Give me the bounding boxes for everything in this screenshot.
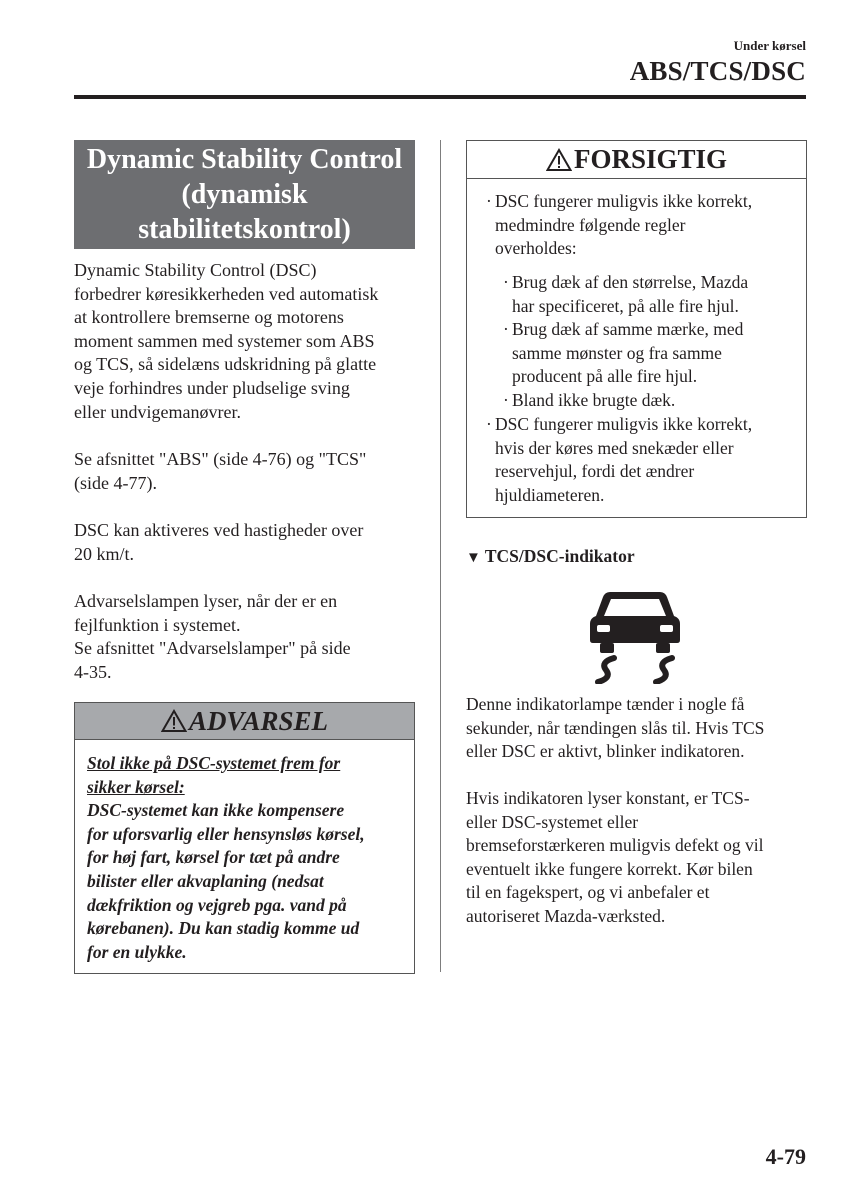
column-divider <box>440 140 441 972</box>
text-line: Se afsnittet "Advarselslamper" på side <box>74 638 351 659</box>
warning-line: for høj fart, kørsel for tæt på andre <box>87 847 340 868</box>
page-number: 4-79 <box>765 1144 806 1169</box>
warning-lead-line: Stol ikke på DSC-systemet frem for <box>87 753 341 773</box>
caution-item <box>486 413 753 507</box>
text-line: reservehjul, fordi det ændrer <box>495 461 695 482</box>
intro-paragraph <box>74 259 378 424</box>
bullet: · <box>503 319 509 339</box>
text-line: DSC fungerer muligvis ikke korrekt, <box>495 414 753 434</box>
triangle-marker-icon: ▼ <box>466 550 481 566</box>
text-line: bremseforstærkeren muligvis defekt og vil <box>466 835 764 856</box>
warning-title: ADVARSEL <box>188 706 329 736</box>
indicator-paragraph-2 <box>466 787 763 929</box>
text-line: har specificeret, på alle fire hjul. <box>512 295 739 316</box>
caution-header <box>467 141 806 179</box>
text-line: Bland ikke brugte dæk. <box>512 390 676 410</box>
section-heading <box>74 140 415 249</box>
bullet: · <box>486 191 492 211</box>
indicator-paragraph-1 <box>466 693 764 764</box>
text-line: 4-35. <box>74 661 112 682</box>
text-line: eventuelt ikke fungere korrekt. Kør bilen <box>466 858 753 879</box>
text-line: hvis der køres med snekæder eller <box>495 437 734 458</box>
header-rule <box>74 95 806 99</box>
tcs-dsc-skid-car-icon <box>588 588 682 684</box>
see-abs-paragraph <box>74 448 366 495</box>
section-heading-line: stabilitetskontrol) <box>138 214 351 245</box>
text-line: medmindre følgende regler <box>495 214 686 235</box>
text-line: Denne indikatorlampe tænder i nogle få <box>466 694 745 714</box>
bullet: · <box>503 272 509 292</box>
caution-subitem <box>503 389 676 413</box>
caution-subitem <box>503 271 749 318</box>
text-line: Advarselslampen lyser, når der er en <box>74 591 338 611</box>
text-line: moment sammen med systemer som ABS <box>74 330 375 351</box>
text-line: Hvis indikatoren lyser konstant, er TCS- <box>466 788 750 808</box>
text-line: veje forhindres under pludselige sving <box>74 377 350 398</box>
warning-text <box>87 752 365 964</box>
indicator-title: TCS/DSC-indikator <box>484 546 635 566</box>
warning-line: bilister eller akvaplaning (nedsat <box>87 870 324 891</box>
text-line: hjuldiameteren. <box>495 484 605 505</box>
warning-header <box>75 703 414 740</box>
text-line: fejlfunktion i systemet. <box>74 614 241 635</box>
running-section-title: Under kørsel <box>733 38 806 53</box>
warning-lamp-paragraph <box>74 590 351 684</box>
text-line: sekunder, når tændingen slås til. Hvis TCS <box>466 717 765 738</box>
warning-line: for uforsvarlig eller hensynsløs kørsel, <box>87 823 365 844</box>
indicator-subheading <box>466 546 635 567</box>
caution-subitem <box>503 318 744 389</box>
text-line: forbedrer køresikkerheden ved automatisk <box>74 283 379 304</box>
text-line: at kontrollere bremserne og motorens <box>74 307 344 328</box>
bullet: · <box>486 414 492 434</box>
text-line: DSC kan aktiveres ved hastigheder over <box>74 520 364 540</box>
warning-line: for en ulykke. <box>87 941 187 962</box>
text-line: og TCS, så sidelæns udskridning på glatte <box>74 354 377 375</box>
text-line: eller undvigemanøvrer. <box>74 401 241 422</box>
warning-triangle-icon <box>161 709 187 733</box>
text-line: autoriseret Mazda-værksted. <box>466 905 666 926</box>
text-line: til en fagekspert, og vi anbefaler et <box>466 882 710 903</box>
text-line: 20 km/t. <box>74 543 135 564</box>
text-line: eller DSC-systemet eller <box>466 811 639 832</box>
section-heading-line: (dynamisk <box>181 179 308 210</box>
warning-lead-line: sikker kørsel: <box>87 776 185 797</box>
text-line: overholdes: <box>495 238 577 259</box>
text-line: eller DSC er aktivt, blinker indikatoren. <box>466 741 745 762</box>
warning-line: dækfriktion og vejgreb pga. vand på <box>87 894 347 915</box>
text-line: Brug dæk af den størrelse, Mazda <box>512 272 749 292</box>
caution-title: FORSIGTIG <box>573 144 728 174</box>
text-line: Brug dæk af samme mærke, med <box>512 319 744 339</box>
caution-item <box>486 190 753 261</box>
speed-paragraph <box>74 519 363 566</box>
warning-box <box>74 702 415 974</box>
text-line: Dynamic Stability Control (DSC) <box>74 260 317 280</box>
text-line: producent på alle fire hjul. <box>512 366 698 387</box>
text-line: samme mønster og fra samme <box>512 342 722 363</box>
warning-line: kørebanen). Du kan stadig komme ud <box>87 918 360 939</box>
chapter-title: ABS/TCS/DSC <box>629 56 806 86</box>
bullet: · <box>503 390 509 410</box>
text-line: (side 4-77). <box>74 472 157 493</box>
warning-triangle-icon <box>546 148 572 172</box>
text-line: Se afsnittet "ABS" (side 4-76) og "TCS" <box>74 449 367 469</box>
text-line: DSC fungerer muligvis ikke korrekt, <box>495 191 753 211</box>
section-heading-line: Dynamic Stability Control <box>86 144 403 175</box>
warning-line: DSC-systemet kan ikke kompensere <box>87 800 345 821</box>
